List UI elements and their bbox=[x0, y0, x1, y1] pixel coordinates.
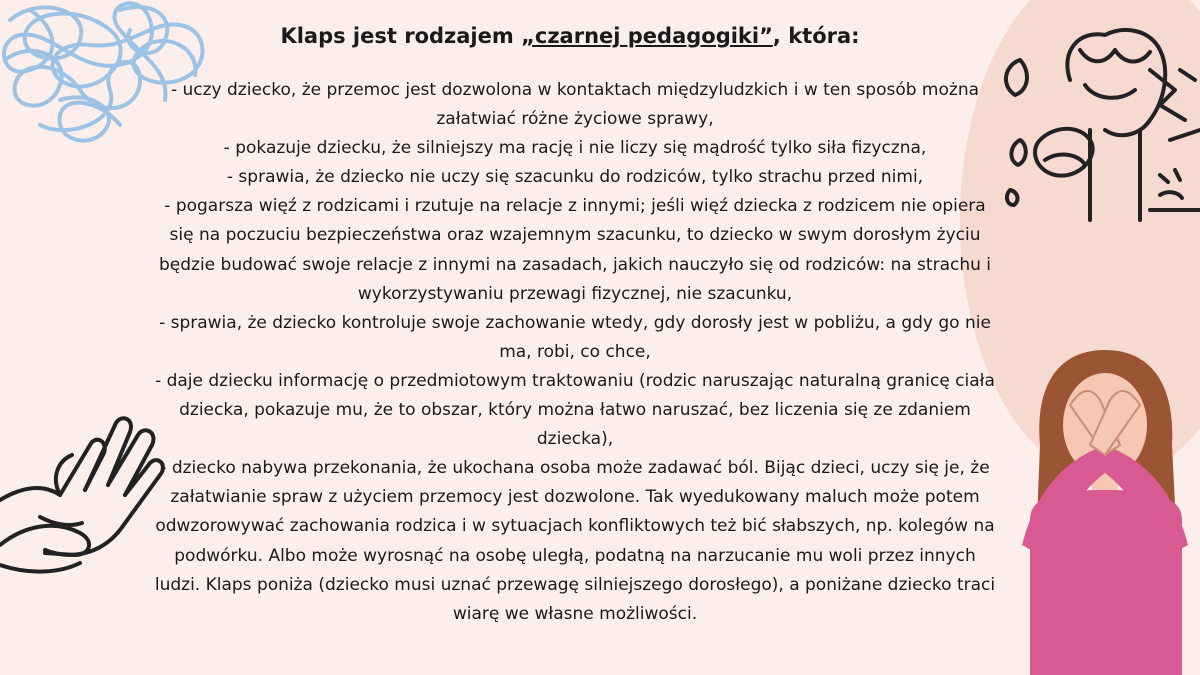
title-prefix: Klaps jest rodzajem bbox=[280, 24, 522, 48]
girl-crossed-arms-illustration bbox=[1010, 345, 1200, 675]
point-item: - sprawia, że dziecko nie uczy się szacunku do rodziców, tylko strachu przed nimi, bbox=[226, 167, 924, 188]
point-item: - daje dziecku informację o przedmiotowym traktowaniu (rodzic naruszając naturalną granicę ciała dziecka, pokazuje mu, że to obszar, który można łatwo naruszać, bez liczenia się ze zdaniem dziecka), bbox=[155, 370, 995, 450]
point-item: - pogarsza więź z rodzicami i rzutuje na relacje z innymi; jeśli więź dziecka z rodzicem nie opiera się na poczuciu bezpieczeństwa oraz wzajemnym szacunku, to dziecko w swym dorosłym życiu będzie budować swoje relacje z innymi na zasadach, jakich nauczyło się od rodziców: na strachu i wykorzystywaniu przewagi fizycznej, nie szacunku, bbox=[158, 196, 992, 304]
point-item: - sprawia, że dziecko kontroluje swoje zachowanie wtedy, gdy dorosły jest w pobliżu, a gdy go nie ma, robi, co chce, bbox=[159, 312, 991, 362]
holding-hands-illustration bbox=[0, 405, 170, 580]
point-item: - pokazuje dziecku, że silniejszy ma rację i nie liczy się mądrość tylko siła fizyczna, bbox=[223, 138, 927, 159]
title-emphasis: „czarnej pedagogiki” bbox=[521, 24, 773, 48]
point-item: - uczy dziecko, że przemoc jest dozwolona w kontaktach międzyludzkich i w ten sposób można załatwiać różne życiowe sprawy, bbox=[170, 80, 980, 130]
fist-illustration bbox=[1000, 10, 1200, 225]
slide-title bbox=[180, 22, 960, 51]
point-item: - dziecko nabywa przekonania, że ukochana osoba może zadawać ból. Bijąc dzieci, uczy się je, że załatwianie spraw z użyciem przemocy jest dozwolone. Tak wyedukowany maluch może potem odwzorowywać zachowania rodzica i w sytuacjach konfliktowych też bić słabszych, np. kolegów na podwórku. Albo może wyrosnąć na osobę uległą, podatną na narzucanie mu woli przez innych ludzi. Klaps poniża (dziecko musi uznać przewagę silniejszego dorosłego), a poniżane dziecko traci wiarę we własne możliwości. bbox=[154, 458, 996, 624]
points-list bbox=[150, 76, 1000, 629]
title-suffix: , która: bbox=[772, 24, 860, 48]
